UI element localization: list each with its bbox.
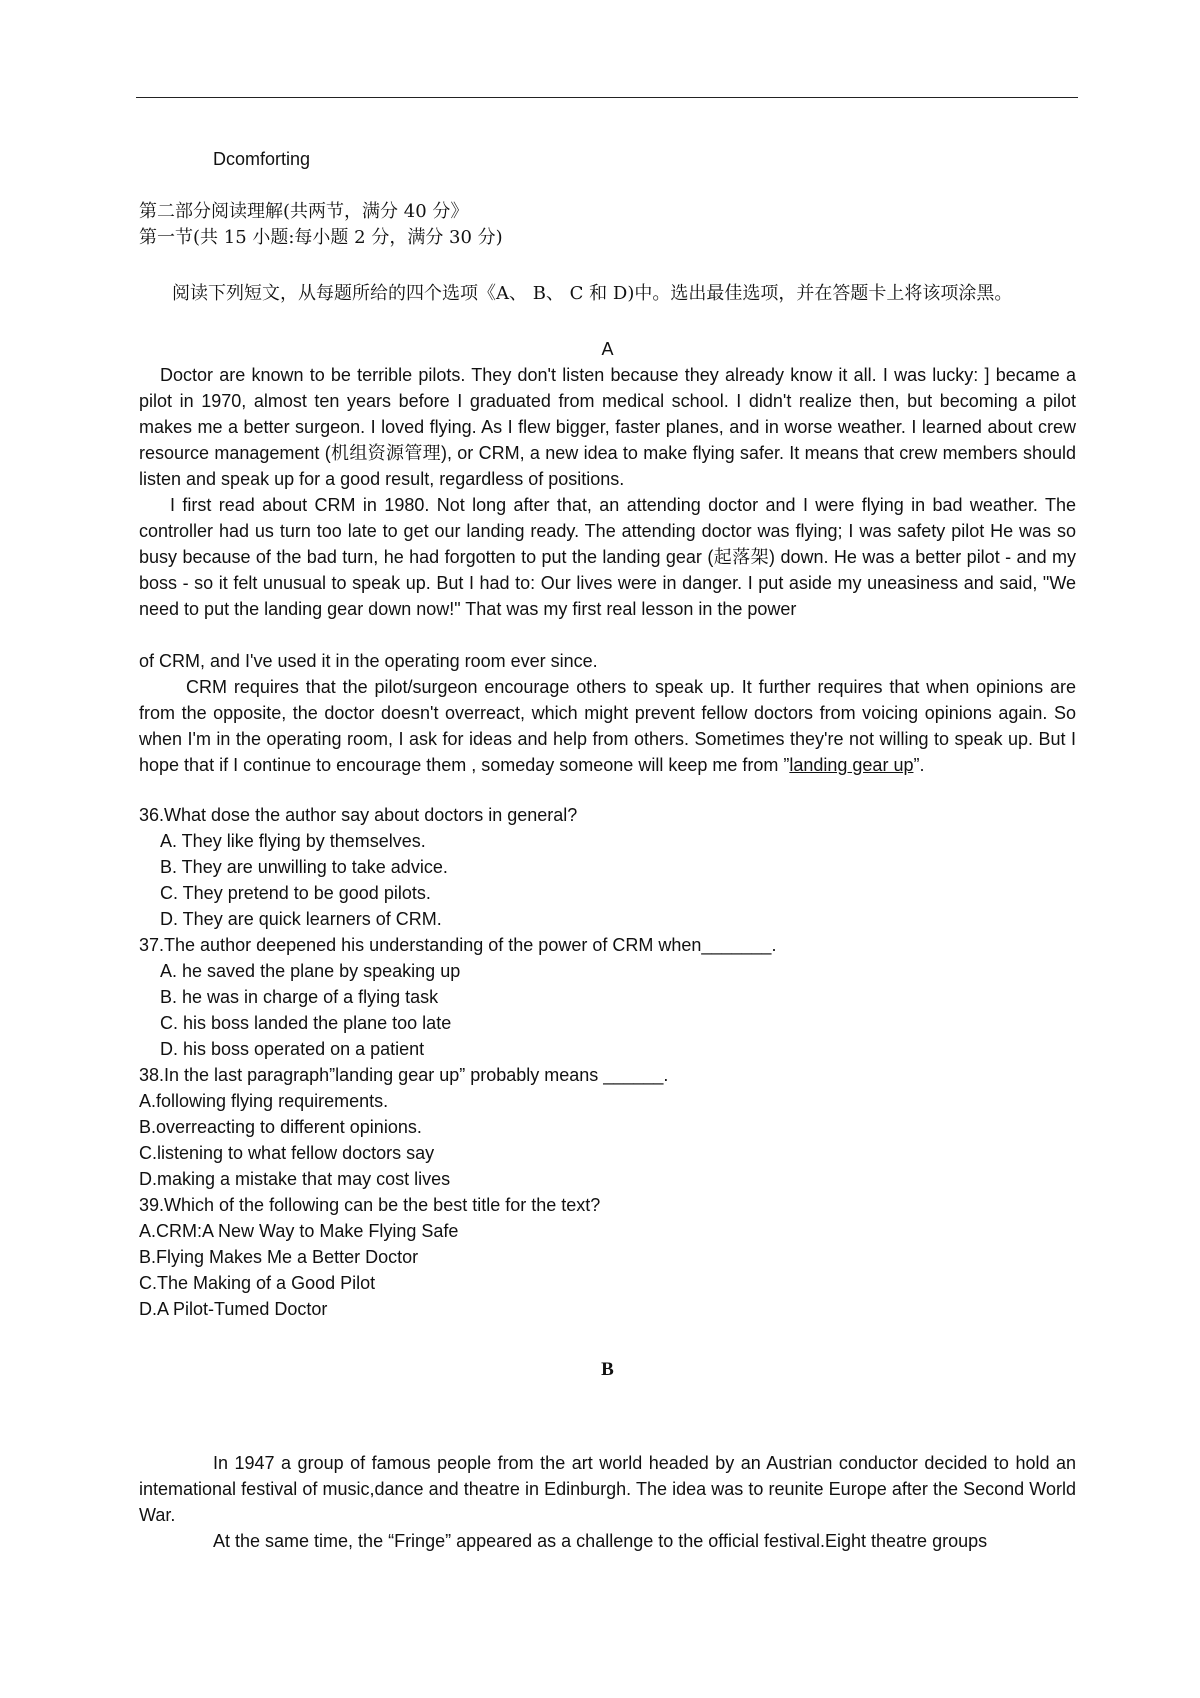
question-37 — [139, 932, 1076, 1062]
header-rule — [136, 97, 1078, 98]
part-heading: 第二部分阅读理解(共两节，满分 40 分》 — [139, 201, 469, 222]
option-b: B.overreacting to different opinions. — [139, 1117, 422, 1137]
question-stem: 37.The author deepened his understanding of the power of CRM when_______. — [139, 935, 777, 955]
question-stem: 38.In the last paragraph”landing gear up” probably means ______. — [139, 1065, 669, 1085]
question-39 — [139, 1192, 1076, 1322]
option-c: C. his boss landed the plane too late — [160, 1013, 452, 1033]
paragraph-3-end: ”. — [913, 755, 925, 775]
passage-b-paragraph-1: In 1947 a group of famous people from the art world headed by an Austrian conductor decided to hold an intemational festival of music,dance and theatre in Edinburgh. The idea was to reunite Europe after the Second World War. — [139, 1453, 1076, 1525]
question-38 — [139, 1062, 1076, 1192]
option-a: A.CRM:A New Way to Make Flying Safe — [139, 1221, 459, 1241]
question-36 — [139, 802, 1076, 932]
passage-a-paragraph-2-continued: of CRM, and I've used it in the operating room ever since. — [139, 651, 598, 671]
passage-a-paragraph-1: Doctor are known to be terrible pilots. They don't listen because they already know it all. I was lucky: ] became a pilot in 1970, almost ten years before I graduated from medical school. I didn't realize then, but becoming a pilot makes me a better surgeon. I loved flying. As I flew bigger, faster planes, and in worse weather. I learned about crew resource management (机组资源管理), or CRM, a new idea to make flying safer. It means that crew members should listen and speak up for a good result, regardless of positions. — [139, 365, 1076, 489]
option-b: B. he was in charge of a flying task — [160, 987, 439, 1007]
option-d: D.making a mistake that may cost lives — [139, 1169, 451, 1189]
option-a: A. They like flying by themselves. — [160, 831, 426, 851]
option-d: D.A Pilot-Tumed Doctor — [139, 1299, 328, 1319]
section-heading: 第一节(共 15 小题:每小题 2 分，满分 30 分) — [139, 227, 503, 248]
instructions: 阅读下列短文，从每题所给的四个选项《A、 B、 C 和 D)中。选出最佳选项，并在答题卡上将该项涂黑。 — [172, 283, 1013, 304]
option-b: B. They are unwilling to take advice. — [160, 857, 448, 877]
question-stem: 36.What dose the author say about doctors in general? — [139, 805, 578, 825]
option-a: A. he saved the plane by speaking up — [160, 961, 461, 981]
top-option: Dcomforting — [213, 149, 311, 169]
option-c: C.listening to what fellow doctors say — [139, 1143, 435, 1163]
option-c: C. They pretend to be good pilots. — [160, 883, 431, 903]
question-stem: 39.Which of the following can be the best title for the text? — [139, 1195, 601, 1215]
passage-a-paragraph-2: I first read about CRM in 1980. Not long after that, an attending doctor and I were flying in bad weather. The controller had us turn too late to get our landing ready. The attending doctor was flying; I was safety pilot He was so busy because of the bad turn, he had forgotten to put the landing gear (起落架) down. He was a better pilot - and my boss - so it felt unusual to speak up. But I had to: Our lives were in danger. I put aside my uneasiness and said, "We need to put the landing gear down now!" That was my first real lesson in the power — [139, 495, 1076, 619]
passage-b-paragraph-2: At the same time, the “Fringe” appeared as a challenge to the official festival.Eight theatre groups — [213, 1531, 988, 1551]
passage-a-label: A — [601, 339, 614, 359]
option-c: C.The Making of a Good Pilot — [139, 1273, 376, 1293]
paragraph-3-text: CRM requires that the pilot/surgeon encourage others to speak up. It further requires that when opinions are from the opposite, the doctor doesn't overreact, which might prevent fellow doctors from voicing opinions again. So when I'm in the operating room, I ask for ideas and help from others. Sometimes they're not willing to speak up. But I hope that if I continue to encourage them , someday someone will keep me from ” — [139, 677, 1076, 775]
option-b: B.Flying Makes Me a Better Doctor — [139, 1247, 419, 1267]
option-a: A.following flying requirements. — [139, 1091, 389, 1111]
passage-b-label: B — [601, 1359, 614, 1380]
option-d: D. his boss operated on a patient — [160, 1039, 425, 1059]
option-d: D. They are quick learners of CRM. — [160, 909, 442, 929]
underlined-phrase: landing gear up — [789, 755, 914, 775]
passage-a-paragraph-3 — [139, 674, 1076, 778]
